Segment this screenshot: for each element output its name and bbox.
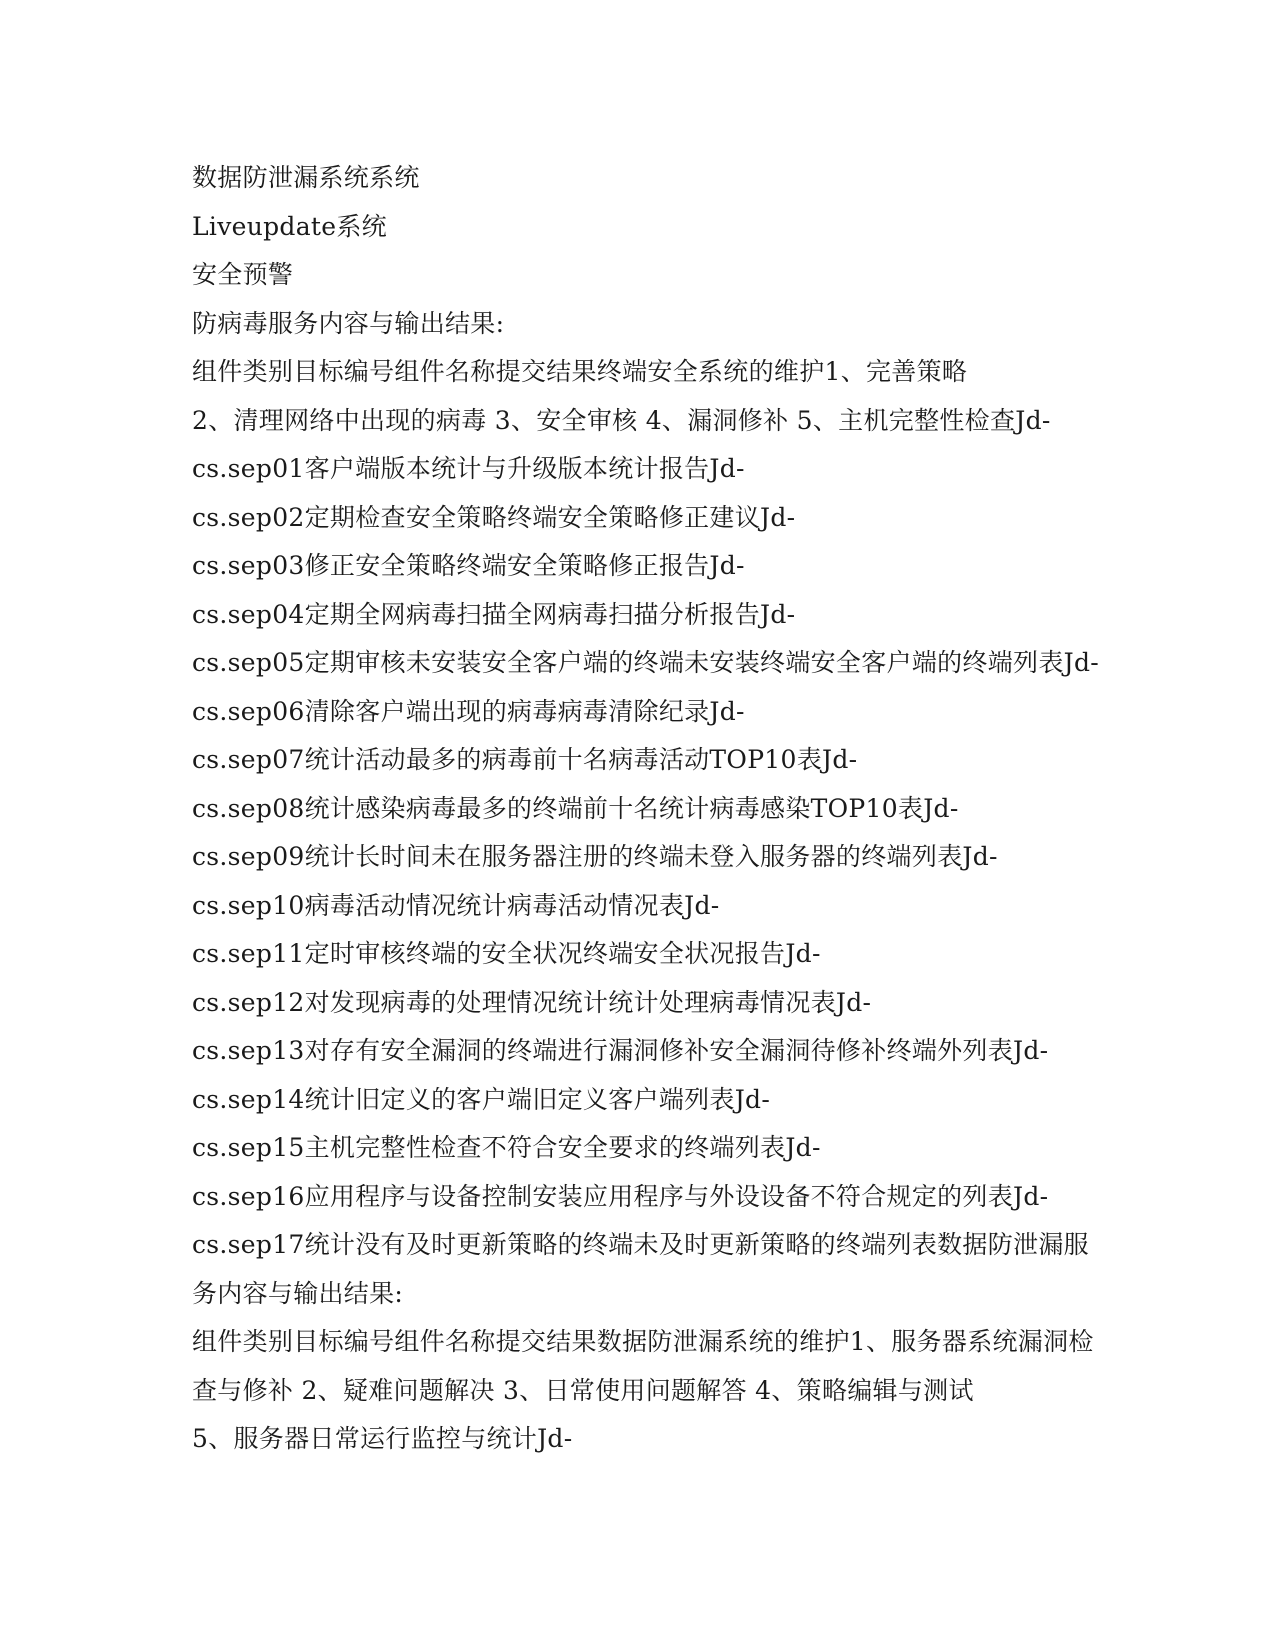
text-line: 安全预警 xyxy=(192,260,294,289)
text-line: cs.sep10病毒活动情况统计病毒活动情况表Jd- xyxy=(192,890,720,920)
text-line: cs.sep08统计感染病毒最多的终端前十名统计病毒感染TOP10表Jd- xyxy=(192,793,959,823)
text-line: cs.sep02定期检查安全策略终端安全策略修正建议Jd- xyxy=(192,502,796,532)
text-line: Liveupdate系统 xyxy=(192,211,387,241)
text-line: cs.sep14统计旧定义的客户端旧定义客户端列表Jd- xyxy=(192,1084,771,1114)
text-line: cs.sep15主机完整性检查不符合安全要求的终端列表Jd- xyxy=(192,1133,821,1162)
text-line: 防病毒服务内容与输出结果: xyxy=(192,308,505,338)
text-line: 2、清理网络中出现的病毒 3、安全审核 4、漏洞修补 5、主机完整性检查Jd- xyxy=(192,405,1051,435)
text-line: cs.sep12对发现病毒的处理情况统计统计处理病毒情况表Jd- xyxy=(192,987,872,1017)
text-line: 组件类别目标编号组件名称提交结果终端安全系统的维护1、完善策略 xyxy=(192,357,968,386)
text-line: cs.sep05定期审核未安装安全客户端的终端未安装终端安全客户端的终端列表Jd- xyxy=(192,648,1099,677)
text-line: 组件类别目标编号组件名称提交结果数据防泄漏系统的维护1、服务器系统漏洞检 xyxy=(192,1327,1094,1356)
text-line: cs.sep04定期全网病毒扫描全网病毒扫描分析报告Jd- xyxy=(192,599,796,629)
text-line: cs.sep16应用程序与设备控制安装应用程序与外设设备不符合规定的列表Jd- xyxy=(192,1181,1049,1211)
text-line: cs.sep11定时审核终端的安全状况终端安全状况报告Jd- xyxy=(192,939,821,968)
text-line: cs.sep03修正安全策略终端安全策略修正报告Jd- xyxy=(192,551,745,580)
text-line: cs.sep09统计长时间未在服务器注册的终端未登入服务器的终端列表Jd- xyxy=(192,842,998,871)
document-body xyxy=(192,154,1099,1464)
text-line: cs.sep17统计没有及时更新策略的终端未及时更新策略的终端列表数据防泄漏服 xyxy=(192,1230,1089,1259)
text-line: 数据防泄漏系统系统 xyxy=(192,163,420,192)
text-line: 5、服务器日常运行监控与统计Jd- xyxy=(192,1424,573,1453)
text-line: cs.sep01客户端版本统计与升级版本统计报告Jd- xyxy=(192,454,745,483)
text-line: 查与修补 2、疑难问题解决 3、日常使用问题解答 4、策略编辑与测试 xyxy=(192,1375,974,1405)
text-line: cs.sep13对存有安全漏洞的终端进行漏洞修补安全漏洞待修补终端外列表Jd- xyxy=(192,1036,1049,1065)
text-line: cs.sep06清除客户端出现的病毒病毒清除纪录Jd- xyxy=(192,696,745,726)
text-line: 务内容与输出结果: xyxy=(192,1278,404,1308)
text-line: cs.sep07统计活动最多的病毒前十名病毒活动TOP10表Jd- xyxy=(192,745,858,774)
